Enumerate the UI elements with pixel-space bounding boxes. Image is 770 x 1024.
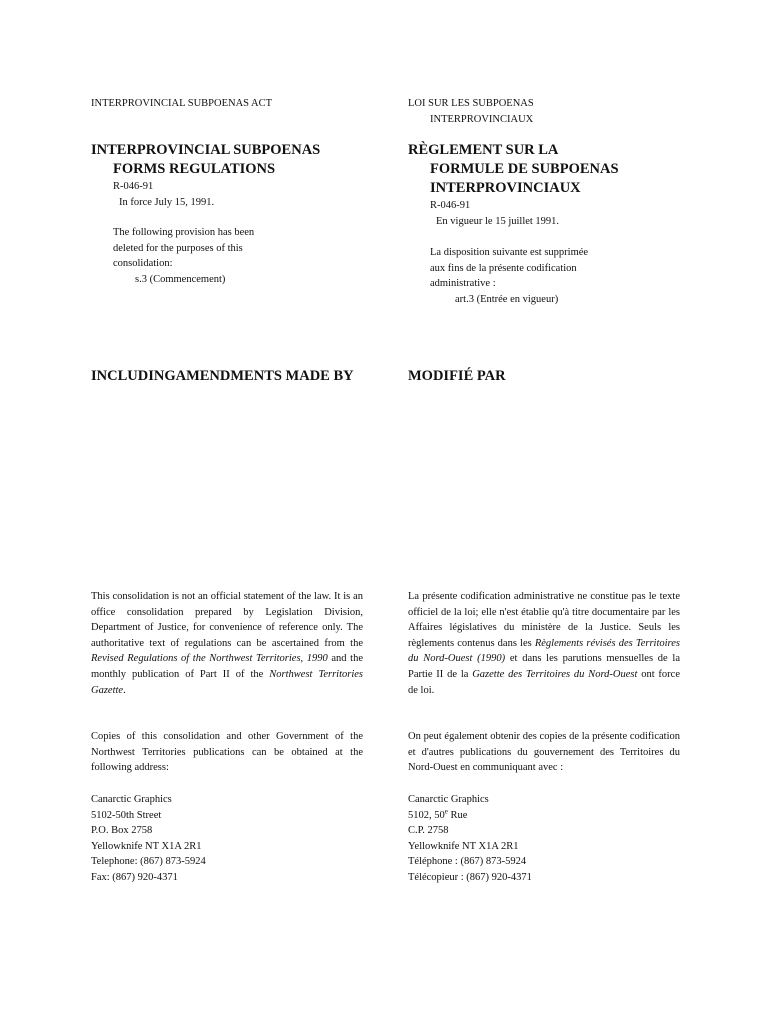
disclaimer-fr	[408, 589, 680, 698]
disclaimer-en-mid: and the monthly publication of Part II of the	[91, 653, 363, 680]
disclaimer-fr-italic-1: Règlements révisés des Territoires du Nord-Ouest (1990)	[408, 637, 680, 665]
copies-en	[91, 729, 363, 776]
address-en-city: Yellowknife NT X1A 2R1	[91, 840, 202, 852]
disclaimer-fr-pre: La présente codification administrative ne constitue pas le texte officiel de la loi; elle n'est établie qu'à titre documentaire par les Affaires législatives du ministère de la Justice. Seuls les règlements contenus dans les	[408, 591, 680, 649]
disclaimer-en	[91, 589, 363, 698]
deleted-note-fr	[430, 245, 690, 307]
reg-number-fr: R-046-91	[430, 200, 471, 211]
header-text-en: INTERPROVINCIAL SUBPOENAS ACT	[91, 98, 273, 109]
disclaimer-en-pre: This consolidation is not an official statement of the law. It is an office consolidation prepared by Legislation Division, Department of Justice, for convenience of reference only. The authoritative text of regulations can be ascertained from the	[91, 591, 363, 649]
address-fr-fax: Télécopieur : (867) 920-4371	[408, 871, 532, 883]
title-fr-line3: INTERPROVINCIAUX	[430, 180, 581, 196]
running-header-en	[91, 96, 366, 112]
running-header-fr	[408, 96, 683, 127]
deleted-item-en: s.3 (Commencement)	[135, 273, 226, 285]
reg-info-fr	[430, 198, 690, 229]
address-en-name: Canarctic Graphics	[91, 794, 172, 805]
deleted-note-fr-1: La disposition suivante est supprimée	[430, 247, 589, 258]
title-en	[91, 141, 381, 179]
address-en-street: 5102-50th Street	[91, 809, 162, 821]
disclaimer-en-italic-1: Revised Regulations of the Northwest Territories, 1990	[91, 653, 328, 665]
address-fr-street	[408, 808, 683, 824]
address-fr-street-pre: 5102, 50	[408, 809, 445, 821]
amendments-heading-fr: MODIFIÉ PAR	[408, 368, 506, 384]
header-text-fr-1: LOI SUR LES SUBPOENAS	[408, 98, 534, 109]
address-fr-name: Canarctic Graphics	[408, 794, 489, 805]
address-fr-street-sup: e	[444, 807, 448, 816]
deleted-note-fr-3: administrative :	[430, 278, 496, 289]
amendments-heading-en: INCLUDINGAMENDMENTS MADE BY	[91, 368, 354, 384]
deleted-note-fr-2: aux fins de la présente codification	[430, 262, 577, 274]
address-en-phone: Telephone: (867) 873-5924	[91, 856, 206, 868]
reg-info-en	[113, 179, 373, 210]
disclaimer-fr-italic-2: Gazette des Territoires du Nord-Ouest	[472, 668, 638, 680]
address-en	[91, 792, 366, 886]
address-fr-phone: Téléphone : (867) 873-5924	[408, 856, 527, 868]
title-fr	[408, 141, 698, 198]
deleted-note-en-2: deleted for the purposes of this	[113, 242, 243, 254]
copies-fr	[408, 729, 680, 776]
address-fr	[408, 792, 683, 886]
address-fr-street-post: Rue	[447, 809, 468, 821]
copies-fr-text: On peut également obtenir des copies de la présente codification et d'autres publications du gouvernement des Territoires du Nord-Ouest en communiquant avec :	[408, 731, 680, 774]
header-text-fr-2: INTERPROVINCIAUX	[430, 113, 534, 125]
reg-number-en: R-046-91	[113, 181, 154, 192]
in-force-en: In force July 15, 1991.	[119, 196, 215, 208]
disclaimer-en-post: .	[123, 684, 126, 696]
address-fr-city: Yellowknife NT X1A 2R1	[408, 840, 519, 852]
disclaimer-fr-text	[408, 589, 680, 698]
title-fr-line2: FORMULE DE SUBPOENAS	[430, 161, 619, 177]
address-en-fax: Fax: (867) 920-4371	[91, 871, 178, 883]
title-en-line2: FORMS REGULATIONS	[113, 161, 276, 177]
title-fr-line1: RÈGLEMENT SUR LA	[408, 142, 559, 158]
address-en-box: P.O. Box 2758	[91, 825, 153, 837]
deleted-note-en	[113, 225, 373, 287]
disclaimer-en-italic-2: Northwest Territories Gazette	[91, 668, 363, 696]
disclaimer-en-text	[91, 589, 363, 698]
deleted-item-fr: art.3 (Entrée en vigueur)	[455, 293, 559, 305]
disclaimer-fr-mid: et dans les parutions mensuelles de la Partie II de la	[408, 653, 680, 680]
deleted-note-en-3: consolidation:	[113, 258, 173, 269]
title-en-line1: INTERPROVINCIAL SUBPOENAS	[91, 142, 321, 158]
copies-en-text: Copies of this consolidation and other Government of the Northwest Territories publications can be obtained at the following address:	[91, 731, 363, 774]
address-fr-box: C.P. 2758	[408, 825, 449, 837]
deleted-note-en-1: The following provision has been	[113, 227, 255, 238]
disclaimer-fr-post: ont force de loi.	[408, 668, 680, 696]
in-force-fr: En vigueur le 15 juillet 1991.	[436, 215, 560, 227]
